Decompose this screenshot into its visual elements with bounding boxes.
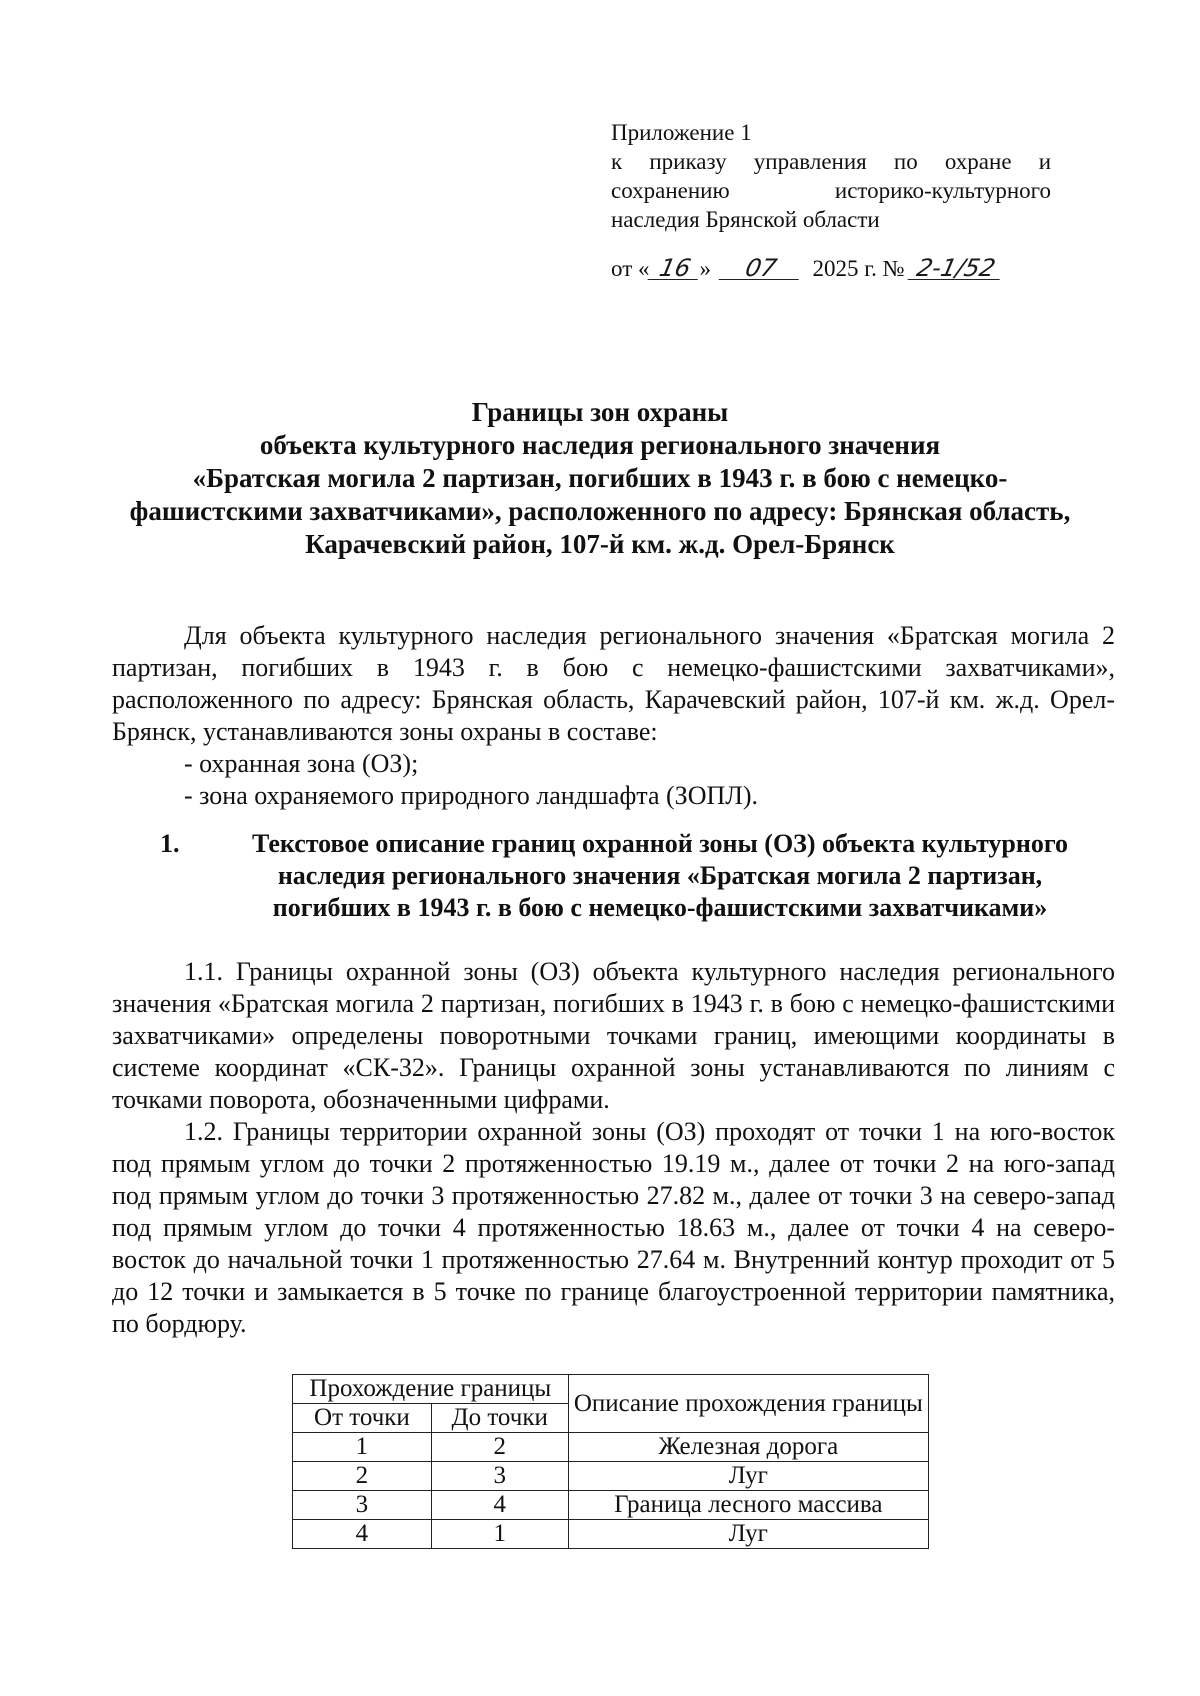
cell-from: 3 — [293, 1491, 432, 1520]
annex-label: Приложение 1 — [611, 120, 752, 145]
table-row — [293, 1462, 929, 1491]
order-date-line — [611, 256, 1002, 282]
cell-from: 2 — [293, 1462, 432, 1491]
title-line-3: «Братская могила 2 партизан, погибших в 1943 г. в бою с немецко- — [192, 463, 1008, 493]
annex-line-3: сохранению историко-культурного — [611, 178, 1051, 203]
cell-to: 1 — [431, 1520, 568, 1549]
bullet-oz: - охранная зона (ОЗ); — [184, 749, 419, 778]
header-boundary-passage: Прохождение границы — [293, 1375, 569, 1404]
table-row — [293, 1433, 929, 1462]
date-mid: » — [699, 256, 711, 281]
title-line-1: Границы зон охраны — [471, 397, 729, 427]
bullet-zopl: - зона охраняемого природного ландшафта (ЗОПЛ). — [184, 781, 759, 810]
section-heading-line-2: наследия регионального значения «Братская могила 2 партизан, — [277, 861, 1043, 890]
cell-description: Граница лесного массива — [568, 1491, 928, 1520]
date-prefix: от « — [611, 256, 650, 281]
title-line-4: фашистскими захватчиками», расположенного по адресу: Брянская область, — [129, 496, 1071, 526]
cell-to: 4 — [431, 1491, 568, 1520]
cell-description: Луг — [568, 1462, 928, 1491]
cell-description: Железная дорога — [568, 1433, 928, 1462]
header-from-point: От точки — [293, 1404, 432, 1433]
boundary-table — [292, 1374, 929, 1549]
cell-to: 2 — [431, 1433, 568, 1462]
annex-line-2: к приказу управления по охране и — [611, 149, 1051, 174]
section-1-body — [112, 956, 1115, 1340]
cell-to: 3 — [431, 1462, 568, 1491]
cell-description: Луг — [568, 1520, 928, 1549]
annex-line-4: наследия Брянской области — [611, 207, 880, 232]
section-heading-line-1: Текстовое описание границ охранной зоны (ОЗ) объекта культурного — [251, 829, 1069, 858]
paragraph-1-2: 1.2. Границы территории охранной зоны (ОЗ) проходят от точки 1 на юго-восток под прямым углом до точки 2 протяженностью 19.19 м., далее от точки 2 на юго-запад под прямым углом до точки 3 протяженностью 27.82 м., далее от точки 3 на северо-запад под прямым углом до точки 4 протяженностью 18.63 м., далее от точки 4 на северо-восток до начальной точки 1 протяженностью 27.64 м. Внутренний контур проходит от 5 до 12 точки и замыкается в 5 точке по границе благоустроенной территории памятника, по бордюру. — [112, 1117, 1115, 1338]
section-1-heading — [160, 828, 1120, 924]
annex-header — [611, 118, 1051, 234]
document-title — [60, 396, 1140, 561]
cell-from: 4 — [293, 1520, 432, 1549]
table-row — [293, 1520, 929, 1549]
handwritten-day: 16 — [647, 257, 702, 280]
section-number: 1. — [160, 829, 180, 858]
title-line-2: объекта культурного наследия регионального значения — [259, 430, 941, 460]
table-row — [293, 1491, 929, 1520]
handwritten-order-number: 2-1/52 — [908, 257, 1005, 280]
header-to-point: До точки — [431, 1404, 568, 1433]
intro-section — [112, 620, 1115, 812]
header-description: Описание прохождения границы — [568, 1375, 928, 1433]
table-header-row — [293, 1375, 929, 1404]
title-line-5: Карачевский район, 107-й км. ж.д. Орел-Брянск — [305, 529, 895, 559]
date-year: 2025 г. № — [812, 256, 905, 281]
handwritten-month: 07 — [718, 257, 803, 280]
paragraph-1-1: 1.1. Границы охранной зоны (ОЗ) объекта культурного наследия регионального значения «Братская могила 2 партизан, погибших в 1943 г. в бою с немецко-фашистскими захватчиками» определены поворотными точками границ, имеющими координаты в системе координат «СК-32». Границы охранной зоны устанавливаются по линиям с точками поворота, обозначенными цифрами. — [112, 957, 1115, 1114]
cell-from: 1 — [293, 1433, 432, 1462]
intro-paragraph: Для объекта культурного наследия регионального значения «Братская могила 2 партизан, погибших в 1943 г. в бою с немецко-фашистскими захватчиками», расположенного по адресу: Брянская область, Карачевский район, 107-й км. ж.д. Орел- Брянск, устанавливаются зоны охраны в составе: — [112, 621, 1115, 746]
section-heading-line-3: погибших в 1943 г. в бою с немецко-фашистскими захватчиками» — [272, 893, 1048, 922]
